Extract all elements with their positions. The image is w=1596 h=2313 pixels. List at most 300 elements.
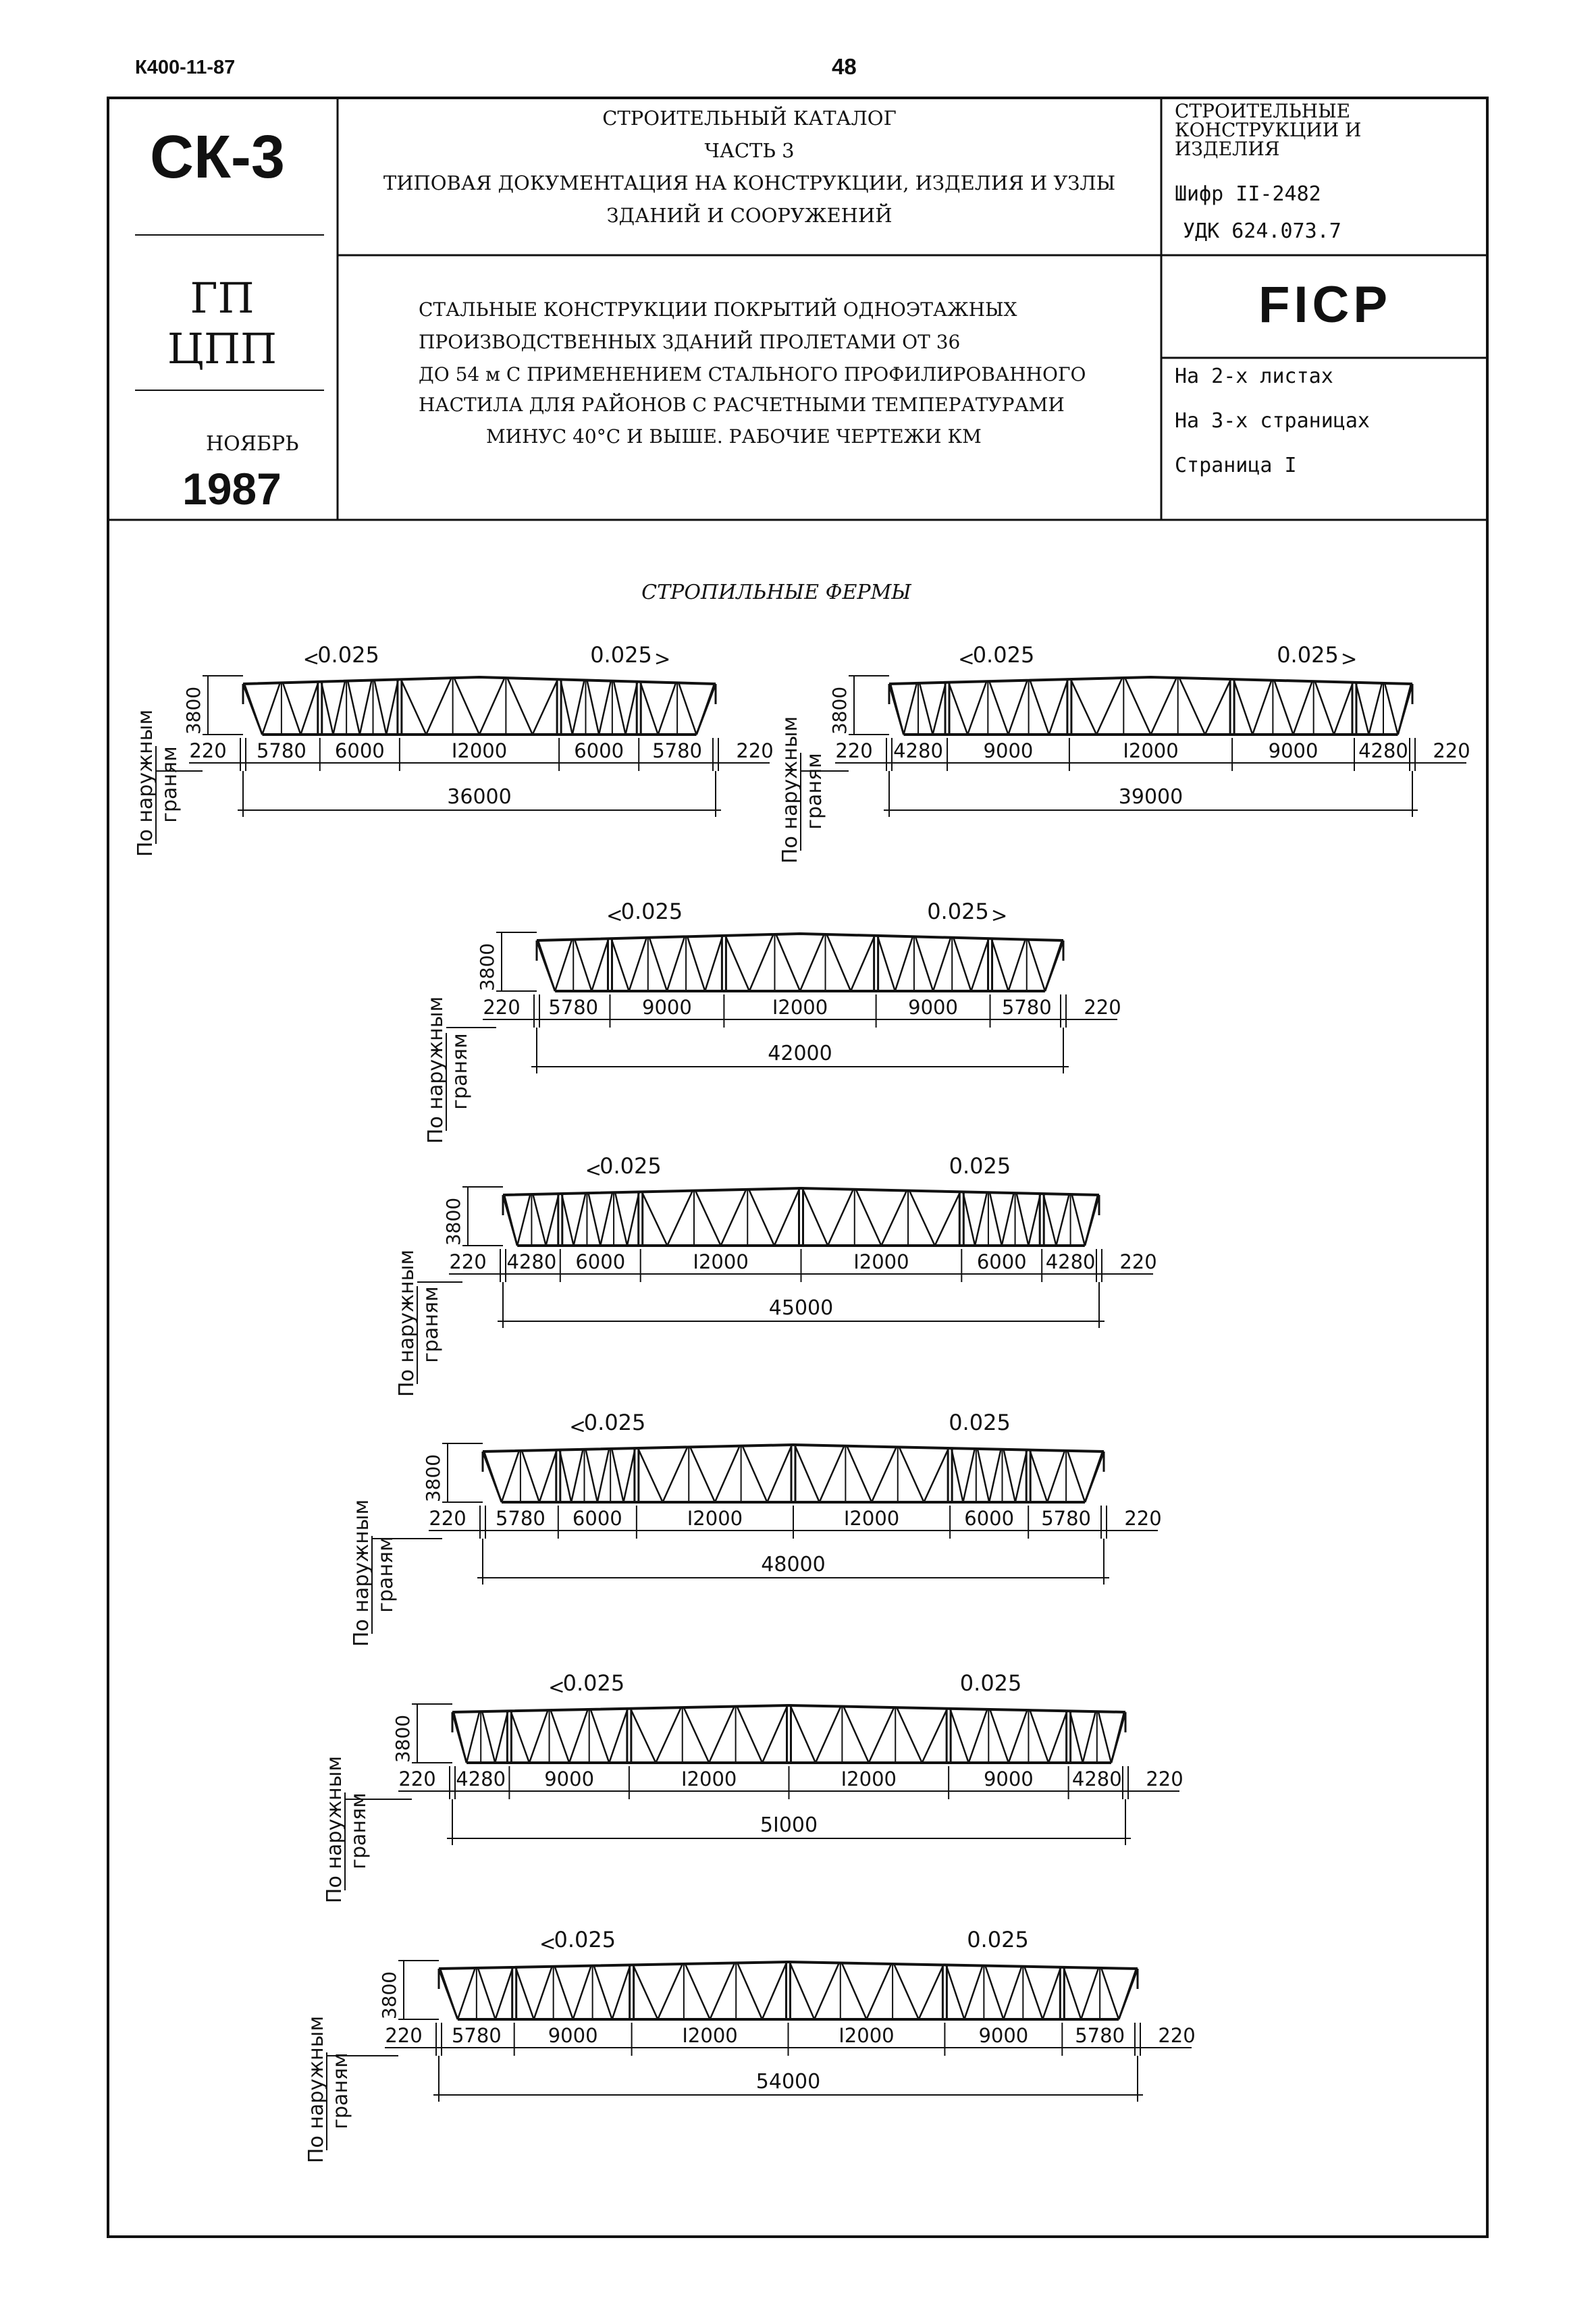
truss-5-diagonal (872, 1447, 897, 1502)
truss-7-diagonal (458, 1968, 475, 2019)
truss-3-diagonal (1028, 940, 1045, 991)
truss-3-diagonal (800, 934, 824, 991)
truss-7-panel-3: I2000 (682, 2024, 738, 2047)
truss-7-diagonal (737, 1963, 762, 2019)
truss-2-panel-4: 9000 (1268, 739, 1319, 762)
truss-4-diagonal (615, 1192, 627, 1246)
truss-6-diagonal (656, 1707, 681, 1763)
truss-7-diagonal (633, 1965, 658, 2019)
truss-7-diagonal (919, 1965, 944, 2019)
truss-7-diagonal (516, 1967, 534, 2019)
description-line-5: МИНУС 40°С И ВЫШЕ. РАБОЧИЕ ЧЕРТЕЖИ КМ (486, 425, 982, 448)
truss-3-diagonal (933, 938, 951, 991)
truss-7-diagonal (790, 1962, 815, 2019)
document-code: К400-11-87 (135, 57, 236, 78)
truss-3-panel-4: 9000 (908, 996, 958, 1019)
truss-2-top-chord (889, 677, 1412, 684)
truss-7-diagonal (964, 1966, 982, 2019)
truss-3-diagonal (971, 938, 988, 991)
truss-1-diagonal (454, 678, 479, 735)
truss-3-diagonal (915, 936, 933, 991)
truss-2-side-label-2: граням (803, 753, 826, 830)
truss-5-diagonal (560, 1450, 571, 1502)
truss-1-diagonal (587, 680, 599, 735)
truss-6-slope-right: 0.025 (959, 1670, 1022, 1696)
truss-7-diagonal (555, 1967, 573, 2019)
truss-3-diagonal (953, 938, 971, 991)
truss-1-diagonal (658, 683, 676, 735)
truss-1-slope-right: 0.025 (590, 642, 652, 668)
truss-1-diagonal (348, 681, 360, 735)
page-label: Страница I (1175, 454, 1297, 477)
truss-5-diagonal (847, 1446, 872, 1502)
truss-5-panel-1: 5780 (495, 1507, 546, 1530)
truss-2-diagonal (1125, 678, 1150, 735)
truss-7-edge-left: 220 (385, 2024, 423, 2047)
truss-7-diagonal (1119, 1969, 1136, 2019)
truss-5-total: 48000 (761, 1553, 826, 1576)
truss-2-diagonal (1233, 679, 1252, 735)
truss-6-panel-5: 9000 (983, 1767, 1034, 1790)
truss-3-diagonal (827, 934, 851, 991)
truss-3-diagonal (611, 938, 629, 991)
truss-3-diagonal (1045, 940, 1062, 991)
description-line-1: СТАЛЬНЫЕ КОНСТРУКЦИИ ПОКРЫТИЙ ОДНОЭТАЖНЫХ (419, 298, 1017, 321)
truss-5-diagonal (743, 1446, 768, 1502)
truss-3-diagonal (725, 936, 749, 991)
truss-2-panel-5: 4280 (1358, 739, 1408, 762)
truss-2-panel-3: I2000 (1123, 739, 1179, 762)
truss-7-panel-1: 5780 (451, 2024, 502, 2047)
truss-3-top-chord (537, 934, 1063, 940)
truss-4-top-chord (503, 1188, 1099, 1195)
truss-6-diagonal (737, 1707, 762, 1763)
truss-3-panel-2: 9000 (642, 996, 692, 1019)
truss-4-diagonal (517, 1194, 530, 1246)
drawing-title: СТРОПИЛЬНЫЕ ФЕРМЫ (641, 581, 911, 604)
truss-1-diagonal (679, 683, 696, 735)
truss-1-diagonal (697, 684, 714, 735)
truss-6-panel-6: 4280 (1071, 1767, 1122, 1790)
truss-6-edge-right: 220 (1146, 1767, 1183, 1790)
truss-4-diagonal (1072, 1194, 1085, 1246)
truss-6-diagonal (1009, 1710, 1028, 1763)
truss-3-slope-left: 0.025 (620, 899, 683, 924)
truss-5-diagonal (1047, 1451, 1065, 1502)
truss-4-diagonal (963, 1192, 975, 1246)
truss-4-diagonal (935, 1192, 961, 1246)
section-line-1: СТРОИТЕЛЬНЫЕ (1175, 100, 1351, 122)
truss-5-diagonal (989, 1450, 1001, 1502)
truss-5-slope-left: 0.025 (583, 1410, 646, 1435)
series-code: СК-3 (150, 124, 285, 191)
truss-1-slope-arrow-right (656, 654, 668, 664)
catalog-line-2: ЧАСТЬ 3 (704, 139, 795, 162)
truss-3-edge-right: 220 (1084, 996, 1121, 1019)
truss-2-slope-arrow-right (1343, 654, 1355, 664)
truss-3-diagonal (895, 936, 913, 991)
truss-4-diagonal (504, 1195, 517, 1246)
truss-1-diagonal (300, 682, 318, 735)
truss-3-slope-arrow-left (608, 911, 620, 920)
truss-4-diagonal (627, 1192, 639, 1246)
truss-2-height-label: 3800 (828, 686, 851, 735)
truss-1-diagonal (640, 682, 658, 735)
truss-6-diagonal (897, 1707, 922, 1763)
truss-4-diagonal (909, 1191, 935, 1246)
truss-7-diagonal (658, 1964, 683, 2019)
truss-4-slope-arrow-left (587, 1165, 600, 1175)
catalog-line-1: СТРОИТЕЛЬНЫЙ КАТАЛОГ (602, 107, 897, 130)
truss-4-diagonal (1085, 1195, 1098, 1246)
truss-5-panel-3: I2000 (687, 1507, 743, 1530)
truss-5-diagonal (978, 1449, 989, 1502)
truss-4-diagonal (828, 1190, 853, 1246)
year: 1987 (182, 464, 282, 514)
document-mark: FICP (1258, 276, 1392, 334)
truss-2-diagonal (1315, 681, 1334, 735)
truss-4-diagonal (975, 1192, 987, 1246)
truss-6-diagonal (454, 1712, 467, 1763)
truss-6-diagonal (1083, 1711, 1096, 1763)
truss-6-panel-3: I2000 (681, 1767, 737, 1790)
section-line-2: КОНСТРУКЦИИ И (1175, 119, 1362, 141)
truss-7-panel-5: 9000 (978, 2024, 1029, 2047)
truss-1-side-label-1: По наружным (134, 709, 157, 857)
truss-5-diagonal (484, 1452, 502, 1502)
truss-3-edge-left: 220 (483, 996, 521, 1019)
truss-7-diagonal (762, 1962, 787, 2019)
truss-7-diagonal (573, 1966, 591, 2019)
truss-5-diagonal (951, 1448, 963, 1502)
truss-2-diagonal (1205, 679, 1231, 735)
truss-1-diagonal (321, 682, 334, 735)
truss-1-slope-arrow-left (305, 654, 317, 664)
truss-4-diagonal (749, 1190, 774, 1246)
truss-6-total: 5I000 (760, 1813, 818, 1837)
truss-4-panel-3: I2000 (693, 1250, 749, 1273)
truss-7-diagonal (534, 1967, 552, 2019)
truss-4-panel-1: 4280 (506, 1250, 557, 1273)
truss-7-panel-2: 9000 (548, 2024, 598, 2047)
truss-5-panel-2: 6000 (572, 1507, 622, 1530)
truss-5-top-chord (483, 1445, 1104, 1452)
truss-3-slope-arrow-right (993, 911, 1005, 920)
section-line-3: ИЗДЕЛИЯ (1175, 138, 1280, 160)
truss-3-diagonal (749, 934, 774, 991)
truss-1-diagonal (244, 684, 262, 735)
truss-7-diagonal (496, 1967, 513, 2019)
truss-2-diagonal (1049, 679, 1068, 735)
truss-1-diagonal (479, 678, 504, 735)
truss-3-diagonal (538, 940, 555, 991)
truss-6-diagonal (569, 1709, 588, 1763)
truss-7-side-label-1: По наружным (304, 2015, 328, 2164)
truss-4-side-label-2: граням (419, 1286, 443, 1363)
truss-2-diagonal (967, 681, 986, 735)
truss-7-diagonal (1063, 1967, 1081, 2019)
truss-5-diagonal (597, 1449, 609, 1502)
truss-7-diagonal (985, 1966, 1003, 2019)
truss-5-edge-left: 220 (429, 1507, 467, 1530)
truss-5-slope-right: 0.025 (949, 1410, 1011, 1435)
truss-2-side-label-1: По наружным (778, 716, 802, 864)
truss-7-side-label-2: граням (329, 2052, 352, 2129)
truss-7-diagonal (894, 1964, 919, 2019)
truss-2-diagonal (1030, 681, 1049, 735)
truss-1-diagonal (599, 681, 611, 735)
truss-7-diagonal (710, 1963, 735, 2019)
truss-1-diagonal (573, 680, 585, 735)
truss-2-diagonal (1274, 681, 1293, 735)
truss-1-panel-2: 6000 (334, 739, 385, 762)
truss-4-height-label: 3800 (442, 1197, 464, 1246)
truss-7-diagonal (1003, 1967, 1021, 2019)
truss-1-diagonal (283, 683, 300, 735)
truss-1-side-label-2: граням (158, 746, 182, 823)
truss-2-total: 39000 (1118, 785, 1183, 809)
truss-6-diagonal (922, 1709, 947, 1763)
truss-5-diagonal (1004, 1450, 1015, 1502)
truss-2-edge-left: 220 (835, 739, 873, 762)
truss-2-diagonal (1356, 683, 1369, 735)
cipher: Шифр II-2482 (1175, 182, 1321, 206)
truss-6-top-chord (452, 1705, 1125, 1712)
truss-3-diagonal (776, 934, 800, 991)
truss-5-diagonal (767, 1445, 792, 1502)
truss-5-diagonal (1085, 1452, 1102, 1502)
truss-6-diagonal (510, 1711, 529, 1763)
truss-2-edge-right: 220 (1433, 739, 1470, 762)
truss-6-diagonal (591, 1709, 610, 1763)
truss-5-side-label-2: граням (374, 1536, 398, 1613)
truss-2-diagonal (1008, 681, 1027, 735)
truss-5-diagonal (624, 1448, 635, 1502)
truss-5-diagonal (612, 1449, 623, 1502)
truss-5-diagonal (715, 1446, 740, 1502)
truss-2-diagonal (1294, 681, 1312, 735)
truss-6-diagonal (1030, 1710, 1048, 1763)
truss-4-slope-right: 0.025 (949, 1153, 1011, 1179)
truss-2-slope-left: 0.025 (972, 642, 1035, 668)
truss-5-diagonal (638, 1448, 663, 1502)
truss-1-diagonal (426, 678, 451, 735)
truss-5-diagonal (1030, 1450, 1047, 1502)
truss-2-diagonal (1096, 678, 1122, 735)
truss-7-diagonal (612, 1965, 631, 2019)
truss-6-diagonal (990, 1709, 1009, 1763)
truss-7-diagonal (594, 1966, 612, 2019)
truss-1-slope-left: 0.025 (317, 642, 379, 668)
truss-2-diagonal (1252, 681, 1271, 735)
truss-3-diagonal (851, 936, 875, 991)
truss-5-panel-6: 5780 (1041, 1507, 1092, 1530)
truss-3-diagonal (555, 940, 572, 991)
truss-4-diagonal (1056, 1194, 1069, 1246)
truss-5-diagonal (963, 1449, 974, 1502)
truss-4-panel-2: 6000 (575, 1250, 626, 1273)
truss-2-diagonal (1151, 678, 1177, 735)
truss-1-diagonal (386, 679, 398, 735)
truss-3-side-label-1: По наружным (424, 996, 448, 1144)
truss-6-diagonal (950, 1709, 969, 1763)
truss-7-height-label: 3800 (378, 1971, 400, 2020)
truss-6-diagonal (816, 1707, 841, 1763)
truss-3-slope-right: 0.025 (927, 899, 989, 924)
truss-1-diagonal (560, 679, 573, 735)
truss-4-diagonal (803, 1188, 828, 1246)
truss-7-diagonal (866, 1964, 891, 2019)
truss-3-diagonal (878, 936, 895, 991)
truss-6-slope-left: 0.025 (562, 1670, 625, 1696)
truss-7-top-chord (439, 1962, 1138, 1969)
truss-7-panel-6: 5780 (1075, 2024, 1125, 2047)
truss-1-top-chord (243, 677, 716, 684)
description-line-3: ДО 54 м С ПРИМЕНЕНИЕМ СТАЛЬНОГО ПРОФИЛИРОВАННОГО (419, 363, 1086, 386)
truss-3-diagonal (591, 938, 608, 991)
catalog-line-4: ЗДАНИЙ И СООРУЖЕНИЙ (606, 204, 893, 227)
truss-6-diagonal (791, 1705, 816, 1763)
truss-7-diagonal (440, 1969, 458, 2019)
truss-5-diagonal (1015, 1450, 1027, 1502)
truss-1-diagonal (333, 681, 345, 735)
truss-1-diagonal (533, 679, 558, 735)
truss-1-panel-5: 5780 (652, 739, 703, 762)
truss-5-diagonal (663, 1447, 688, 1502)
truss-2-diagonal (1385, 683, 1398, 735)
truss-4-diagonal (990, 1192, 1002, 1246)
truss-3-total: 42000 (768, 1042, 832, 1065)
truss-6-diagonal (467, 1711, 479, 1763)
description-line-2: ПРОИЗВОДСТВЕННЫХ ЗДАНИЙ ПРОЛЕТАМИ ОТ 36 (419, 331, 961, 353)
truss-4-diagonal (588, 1193, 600, 1246)
truss-4-side-label-1: По наружным (395, 1249, 419, 1398)
truss-4-diagonal (642, 1192, 668, 1246)
truss-6-diagonal (1111, 1712, 1124, 1763)
truss-5-diagonal (585, 1450, 597, 1502)
truss-2-diagonal (904, 683, 917, 735)
catalog-line-3: ТИПОВАЯ ДОКУМЕНТАЦИЯ НА КОНСТРУКЦИИ, ИЗДЕЛИЯ И УЗЛЫ (383, 171, 1116, 194)
truss-4-diagonal (1043, 1194, 1056, 1246)
truss-4-diagonal (1028, 1194, 1040, 1246)
truss-1-panel-3: I2000 (451, 739, 508, 762)
truss-4-diagonal (881, 1191, 907, 1246)
description-line-4: НАСТИЛА ДЛЯ РАЙОНОВ С РАСЧЕТНЫМИ ТЕМПЕРАТУРАМИ (419, 394, 1065, 416)
truss-5-diagonal (690, 1447, 715, 1502)
truss-2-diagonal (1071, 679, 1096, 735)
truss-3-diagonal (687, 936, 705, 991)
truss-1-diagonal (401, 679, 426, 735)
truss-1-diagonal (507, 678, 532, 735)
org-line-1: ГП (190, 273, 255, 323)
truss-1-edge-right: 220 (736, 739, 774, 762)
truss-6-diagonal (869, 1707, 894, 1763)
truss-6-height-label: 3800 (392, 1714, 414, 1763)
truss-6-diagonal (609, 1709, 628, 1763)
truss-3-panel-5: 5780 (1001, 996, 1052, 1019)
truss-1-diagonal (614, 681, 626, 735)
truss-6-diagonal (631, 1709, 656, 1763)
truss-2-slope-arrow-left (961, 654, 973, 664)
truss-1-height-label: 3800 (182, 686, 205, 735)
truss-6-diagonal (482, 1711, 495, 1763)
truss-1-diagonal (360, 680, 372, 735)
truss-5-diagonal (820, 1446, 845, 1502)
truss-4-diagonal (546, 1194, 559, 1246)
truss-2-diagonal (920, 683, 933, 735)
truss-6-panel-2: 9000 (544, 1767, 595, 1790)
truss-6-diagonal (551, 1710, 570, 1763)
truss-1-panel-4: 6000 (574, 739, 624, 762)
truss-4-edge-left: 220 (449, 1250, 487, 1273)
truss-4-total: 45000 (768, 1296, 834, 1320)
truss-4-panel-5: 6000 (976, 1250, 1027, 1273)
truss-1-diagonal (626, 682, 638, 735)
truss-6-side-label-2: граням (347, 1792, 371, 1869)
truss-2-diagonal (1368, 683, 1382, 735)
truss-2-diagonal (949, 683, 967, 735)
pages-count: На 3-х страницах (1175, 409, 1370, 433)
truss-6-side-label-1: По наружным (323, 1755, 346, 1904)
truss-6-diagonal (762, 1705, 787, 1763)
truss-7-diagonal (814, 1963, 839, 2019)
truss-5-diagonal (899, 1447, 924, 1502)
truss-3-panel-1: 5780 (548, 996, 599, 1019)
truss-1-panel-1: 5780 (256, 739, 307, 762)
truss-4-diagonal (600, 1192, 612, 1246)
truss-6-diagonal (495, 1711, 508, 1763)
truss-7-slope-arrow-left (541, 1939, 554, 1948)
truss-4-panel-4: I2000 (853, 1250, 909, 1273)
truss-6-diagonal (969, 1709, 988, 1763)
truss-6-panel-1: 4280 (456, 1767, 506, 1790)
truss-5-edge-right: 220 (1124, 1507, 1162, 1530)
truss-5-height-label: 3800 (422, 1454, 444, 1503)
truss-4-diagonal (667, 1191, 693, 1246)
truss-7-panel-4: I2000 (839, 2024, 895, 2047)
truss-5-diagonal (795, 1445, 820, 1502)
truss-1-total: 36000 (447, 785, 512, 809)
org-line-2: ЦПП (167, 324, 277, 373)
truss-5-diagonal (1067, 1451, 1085, 1502)
udk: УДК 624.073.7 (1183, 219, 1341, 243)
truss-7-edge-right: 220 (1158, 2024, 1196, 2047)
truss-7-diagonal (1081, 1968, 1098, 2019)
truss-6-diagonal (1048, 1711, 1067, 1763)
truss-7-diagonal (1042, 1967, 1061, 2019)
truss-5-side-label-1: По наружным (350, 1499, 373, 1647)
truss-4-diagonal (574, 1193, 586, 1246)
truss-7-diagonal (1101, 1968, 1119, 2019)
truss-2-panel-1: 4280 (893, 739, 943, 762)
truss-4-edge-right: 220 (1119, 1250, 1157, 1273)
truss-4-diagonal (533, 1194, 546, 1246)
truss-2-diagonal (989, 681, 1008, 735)
truss-7-diagonal (842, 1963, 867, 2019)
truss-1-diagonal (262, 683, 280, 735)
truss-5-diagonal (571, 1450, 583, 1502)
truss-3-diagonal (705, 936, 722, 991)
truss-3-side-label-2: граням (448, 1033, 472, 1110)
truss-1-edge-left: 220 (189, 739, 227, 762)
truss-4-diagonal (1017, 1193, 1029, 1246)
truss-5-slope-arrow-left (572, 1422, 584, 1431)
truss-2-diagonal (933, 683, 947, 735)
truss-3-diagonal (667, 936, 685, 991)
truss-2-diagonal (890, 684, 904, 735)
truss-3-diagonal (629, 938, 647, 991)
truss-6-diagonal (1070, 1711, 1083, 1763)
